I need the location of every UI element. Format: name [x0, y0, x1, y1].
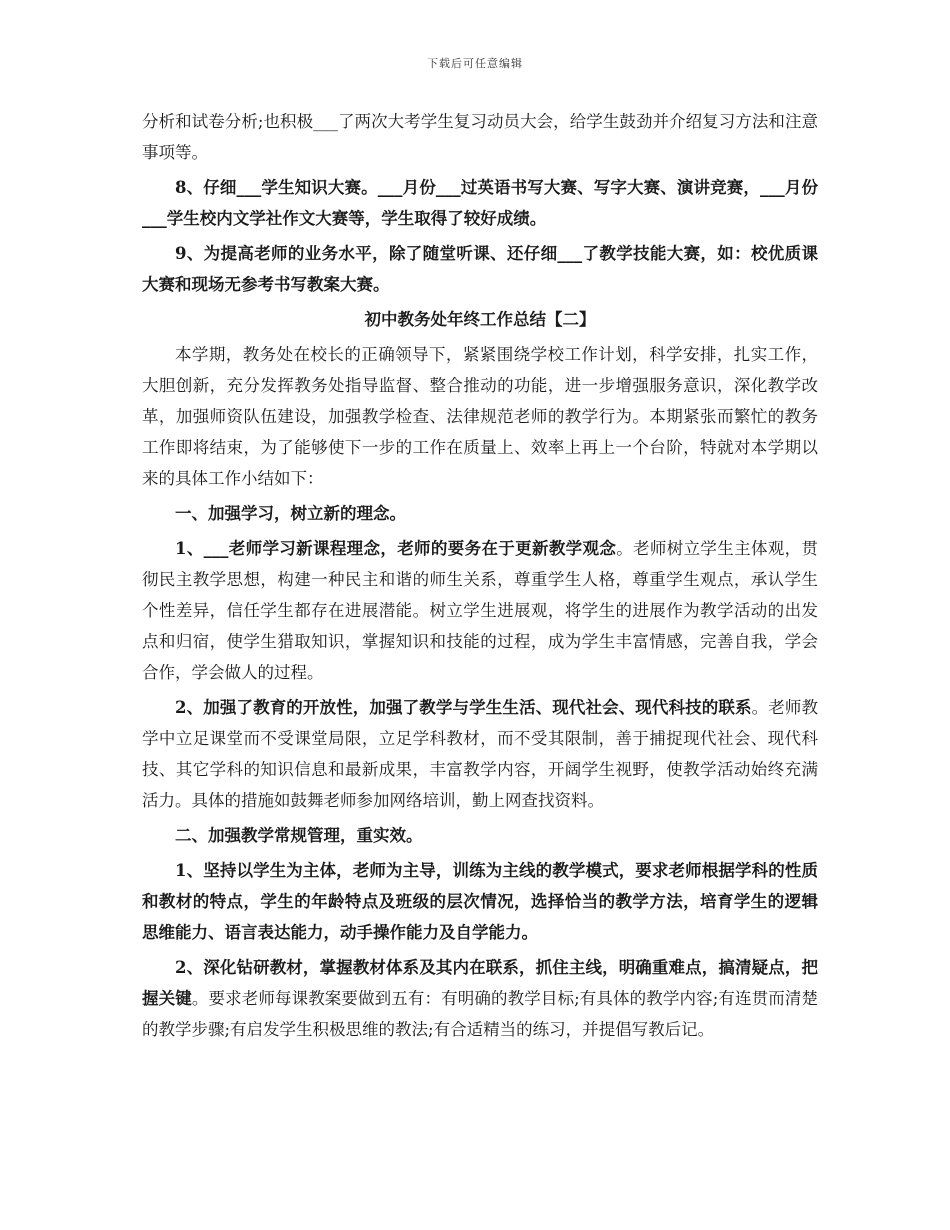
paragraph-1-1: [142, 533, 818, 688]
paragraph-item-8: 8、仔细___学生知识大赛。___月份___过英语书写大赛、写字大赛、演讲竞赛，___月份___学生校内文学社作文大赛等，学生取得了较好成绩。: [142, 178, 818, 228]
paragraph-intro: 本学期，教务处在校长的正确领导下，紧紧围绕学校工作计划，科学安排，扎实工作，大胆创新，充分发挥教务处指导监督、整合推动的功能，进一步增强服务意识，深化教学改革，加强师资队伍建设，加强教学检查、法律规范老师的教学行为。本期紧张而繁忙的教务工作即将结束，为了能够使下一步的工作在质量上、效率上再上一个台阶，特就对本学期以来的具体工作小结如下：: [142, 345, 818, 488]
page-header: 下载后可任意编辑: [427, 57, 523, 70]
paragraph-1-1-body: 。老师树立学生主体观，贯彻民主教学思想，构建一种民主和谐的师生关系，尊重学生人格，尊重学生观点，承认学生个性差异，信任学生都存在进展潜能。树立学生进展观，将学生的进展作为教学活动的出发点和归宿，使学生猎取知识，掌握知识和技能的过程，成为学生丰富情感，完善自我，学会合作，学会做人的过程。: [142, 539, 818, 682]
document-body: [142, 106, 818, 1049]
section-title: 初中教务处年终工作总结【二】: [364, 310, 596, 329]
paragraph-1-2-body: 。老师教学中立足课堂而不受课堂局限，立足学科教材，而不受其限制，善于捕捉现代社会、现代科技、其它学科的知识信息和最新成果，丰富教学内容，开阔学生视野，使教学活动始终充满活力。具体的措施如鼓舞老师参加网络培训，勤上网查找资料。: [142, 698, 818, 810]
paragraph-1-2: [142, 692, 818, 816]
paragraph-2-1: 1、坚持以学生为主体，老师为主导，训练为主线的教学模式，要求老师根据学科的性质和教材的特点，学生的年龄特点及班级的层次情况，选择恰当的教学方法，培育学生的逻辑思维能力、语言表达能力，动手操作能力及自学能力。: [142, 861, 818, 942]
paragraph-1-1-lead: 1、___老师学习新课程理念，老师的要务在于更新教学观念: [175, 539, 617, 558]
paragraph-item-9: 9、为提高老师的业务水平，除了随堂听课、还仔细___了教学技能大赛，如：校优质课大赛和现场无参考书写教案大赛。: [142, 244, 818, 294]
paragraph-2-2: [142, 952, 818, 1045]
paragraph-continuation: 分析和试卷分析;也积极___了两次大考学生复习动员大会，给学生鼓劲并介绍复习方法和注意事项等。: [142, 112, 818, 162]
paragraph-2-2-lead: 2、深化钻研教材，掌握教材体系及其内在联系，抓住主线，明确重难点，搞清疑点，把握关键: [142, 958, 818, 1008]
heading-2: 二、加强教学常规管理，重实效。: [175, 826, 423, 845]
heading-1: 一、加强学习，树立新的理念。: [175, 504, 406, 523]
paragraph-1-2-lead: 2、加强了教育的开放性，加强了教学与学生生活、现代社会、现代科技的联系: [175, 698, 752, 717]
paragraph-2-2-body: 。要求老师每课教案要做到五有：有明确的教学目标;有具体的教学内容;有连贯而清楚的教学步骤;有启发学生积极思维的教法;有合适精当的练习，并提倡写教后记。: [142, 989, 818, 1039]
